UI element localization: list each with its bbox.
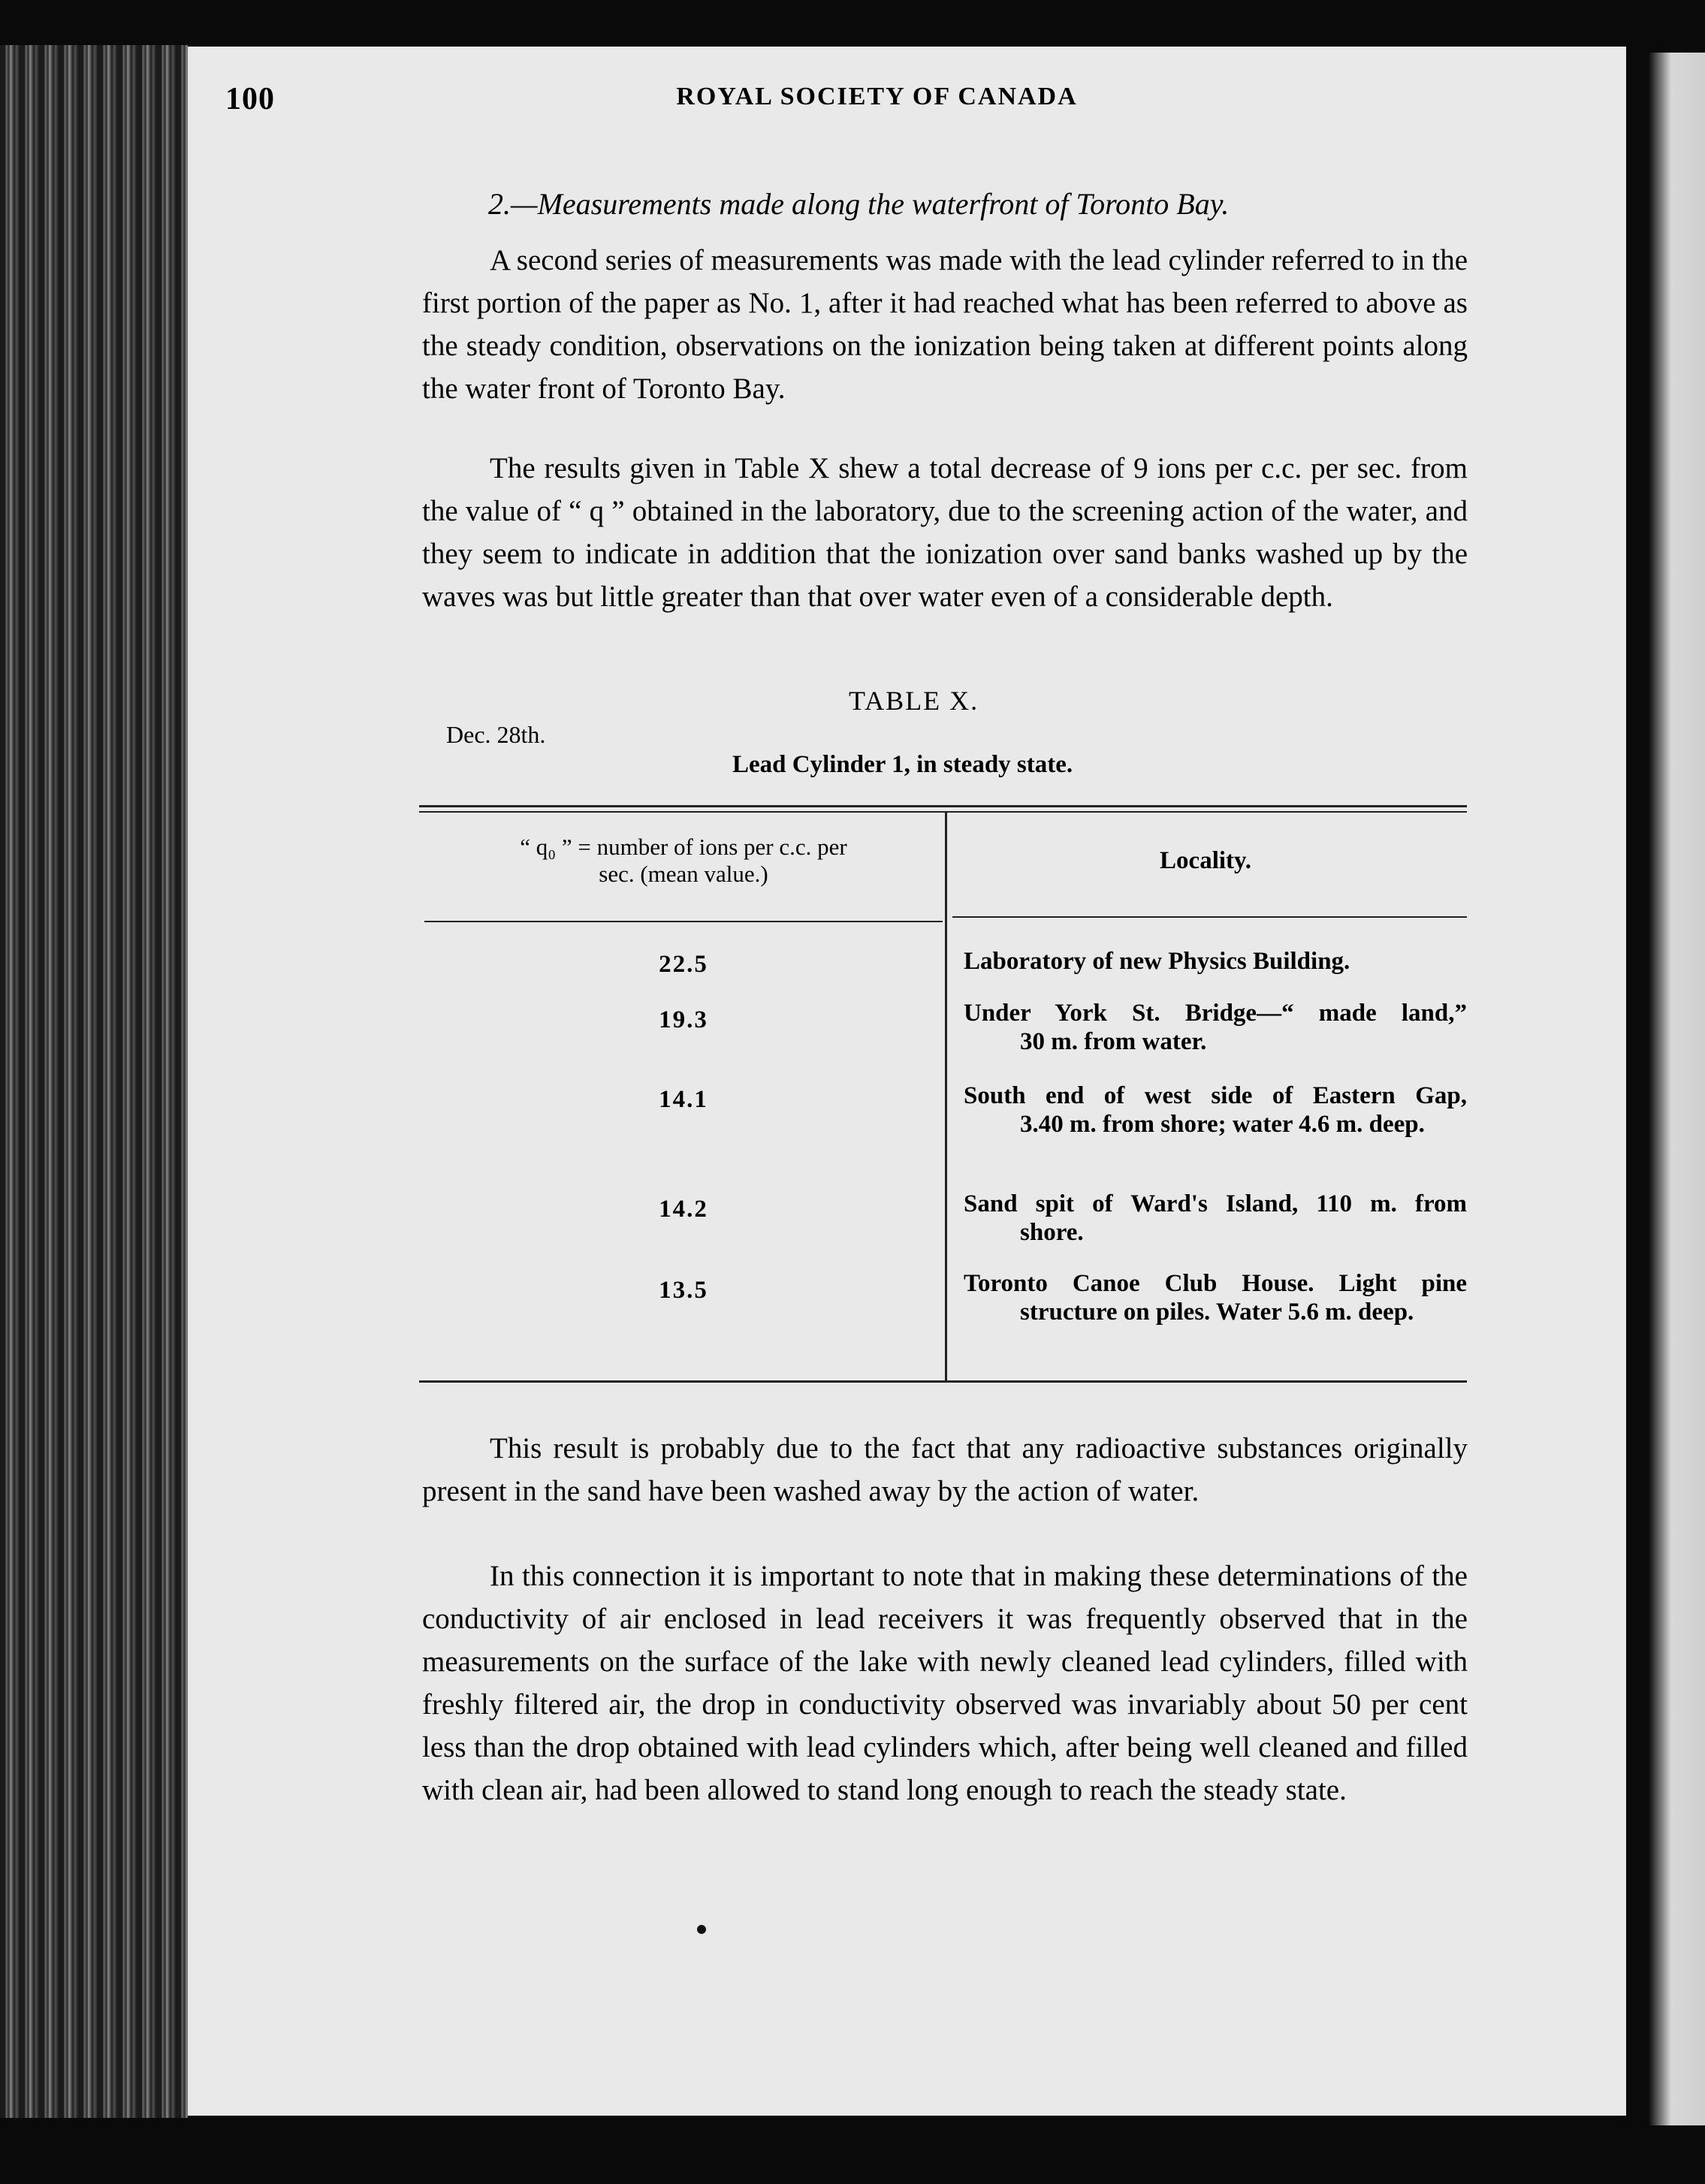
table-row-value: 13.5 xyxy=(659,1277,708,1304)
column-header-locality: Locality. xyxy=(1160,847,1251,874)
locality-line: Under York St. Bridge—“ made land,” xyxy=(964,1000,1467,1027)
locality-continuation: shore. xyxy=(1020,1219,1084,1246)
table-top-rule xyxy=(419,805,1467,807)
page-number: 100 xyxy=(225,82,275,116)
table-bottom-rule xyxy=(419,1380,1467,1383)
header-right-rule xyxy=(952,916,1467,918)
journal-title: ROYAL SOCIETY OF CANADA xyxy=(676,83,1078,110)
table-top-rule-2 xyxy=(419,811,1467,813)
table-row-value: 14.2 xyxy=(659,1196,708,1223)
locality-continuation: structure on piles. Water 5.6 m. deep. xyxy=(1020,1299,1414,1326)
paragraph-3 xyxy=(422,1427,1468,1513)
running-head xyxy=(225,81,1423,126)
paragraph-4-text: In this connection it is important to note that in making these determinations of the conductivity of air enclosed in lead receivers it was frequently observed that in the measurements on the surface of the lake with newly cleaned lead cylinders, filled with freshly filtered air, the drop in conductivity observed was invariably about 50 per cent less than the drop obtained with lead cylinders which, after being well cleaned and filled with clean air, had been allowed to stand long enough to reach the steady state. xyxy=(422,1560,1468,1806)
table-row-value: 22.5 xyxy=(659,951,708,978)
table-row-locality xyxy=(964,999,1467,1056)
paragraph-3-text: This result is probably due to the fact that any radioactive substances originally present in the sand have been washed away by the action of water. xyxy=(422,1432,1468,1507)
section-heading: 2.—Measurements made along the waterfront of Toronto Bay. xyxy=(488,187,1230,221)
table-row-value: 14.1 xyxy=(659,1086,708,1113)
locality-line: Toronto Canoe Club House. Light pine xyxy=(964,1270,1467,1297)
column-header-qo-line-1: “ q₀ ” = number of ions per c.c. per xyxy=(520,834,847,860)
table-row-locality xyxy=(964,1081,1467,1139)
column-header-qo-line-2: sec. (mean value.) xyxy=(599,861,768,887)
table-column-divider xyxy=(945,811,947,1380)
paragraph-1 xyxy=(422,239,1468,410)
paragraph-2 xyxy=(422,447,1468,618)
table-row-value: 19.3 xyxy=(659,1006,708,1033)
paragraph-4 xyxy=(422,1555,1468,1811)
table-title: TABLE X. xyxy=(849,686,979,716)
locality-line: Sand spit of Ward's Island, 110 m. from xyxy=(964,1190,1467,1217)
table-row-locality xyxy=(964,1190,1467,1247)
locality-line: Laboratory of new Physics Building. xyxy=(964,948,1350,975)
table-subtitle: Lead Cylinder 1, in steady state. xyxy=(732,751,1073,778)
paragraph-2-text: The results given in Table X shew a total decrease of 9 ions per c.c. per sec. from the value of “ q ” obtained in the laboratory, due to the screening action of the water, and they seem to indicate in addition that the ionization over sand banks washed up by the waves was but little greater than that over water even of a considerable depth. xyxy=(422,452,1468,613)
locality-line: South end of west side of Eastern Gap, xyxy=(964,1082,1467,1109)
table-row-locality xyxy=(964,947,1467,976)
ink-dot xyxy=(697,1925,706,1934)
column-header-qo xyxy=(424,834,943,888)
table-row-locality xyxy=(964,1269,1467,1326)
table-date: Dec. 28th. xyxy=(446,721,546,748)
paragraph-1-text: A second series of measurements was made with the lead cylinder referred to in the first portion of the paper as No. 1, after it had reached what has been referred to above as the steady condition, observations on the ionization being taken at different points along the water front of Toronto Bay. xyxy=(422,244,1468,405)
facing-page-edge xyxy=(1649,53,1705,2125)
locality-continuation: 3.40 m. from shore; water 4.6 m. deep. xyxy=(1020,1111,1425,1138)
header-left-rule xyxy=(424,921,943,922)
locality-continuation: 30 m. from water. xyxy=(1020,1028,1207,1055)
book-page-edges xyxy=(0,45,188,2118)
